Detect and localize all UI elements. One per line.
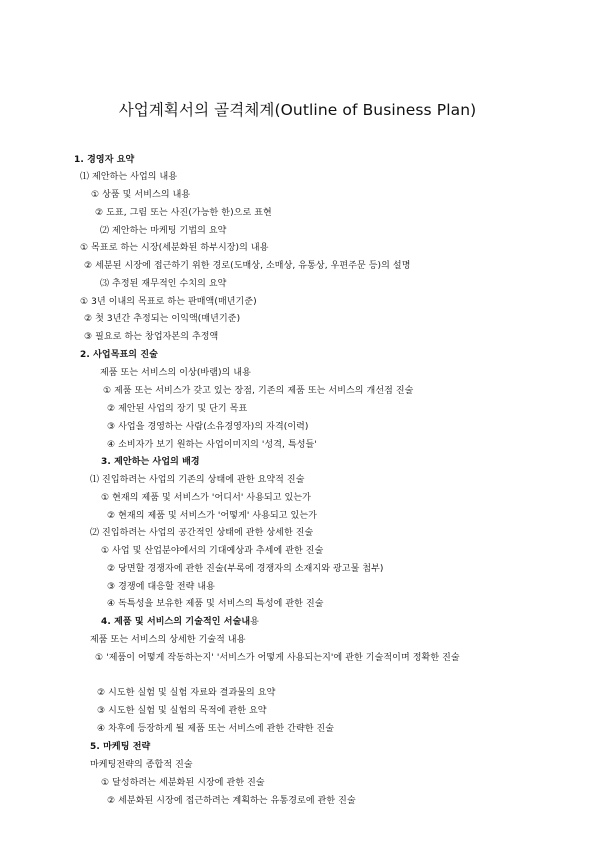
outline-item: ⑶ 추정된 재무적인 수치의 요약 [100,279,227,289]
outline-item: ③ 경쟁에 대응할 전략 내용 [107,582,215,592]
section-heading-2: 2. 사업목표의 진술 [80,350,158,360]
outline-item: ② 첫 3년간 추정되는 이익액(매년기준) [84,314,241,324]
outline-item: ③ 사업을 경영하는 사람(소유경영자)의 자격(이력) [107,422,309,432]
outline-item: ⑴ 진입하려는 사업의 기존의 상태에 관한 요약적 진술 [90,475,305,485]
outline-item: ④ 독특성을 보유한 제품 및 서비스의 특성에 관한 진술 [107,599,324,609]
outline-item: 제품 또는 서비스의 이상(바램)의 내용 [100,368,251,378]
outline-item: ① 달성하려는 세분화된 시장에 관한 진술 [101,778,265,788]
outline-item: ① '제품이 어떻게 작동하는지' '서비스가 어떻게 사용되는지'에 관한 기술적이며 정확한 진술 [95,653,460,663]
outline-item: ③ 필요로 하는 창업자본의 추정액 [84,332,219,342]
outline-item: ② 도표, 그림 또는 사진(가능한 한)으로 표현 [95,208,272,218]
outline-item: ① 제품 또는 서비스가 갖고 있는 장점, 기존의 제품 또는 서비스의 개선점 진술 [103,386,414,396]
outline-item: ③ 시도한 실험 및 실험의 목적에 관한 요약 [97,706,267,716]
outline-item: ① 목표로 하는 시장(세분화된 하부시장)의 내용 [80,243,269,253]
page-title: 사업계획서의 골격체계(Outline of Business Plan) [118,101,477,119]
section-heading-1: 1. 경영자 요약 [74,155,135,165]
outline-item: ⑵ 제안하는 마케팅 기법의 요약 [100,226,227,236]
outline-item: ① 상품 및 서비스의 내용 [91,190,191,200]
outline-item: ② 세분화된 시장에 접근하려는 계획하는 유통경로에 관한 진술 [107,796,356,806]
section-heading-4-tail: 용 [250,617,259,627]
outline-item: 마케팅전략의 종합적 진술 [90,760,193,770]
outline-item: ② 시도한 실험 및 실험 자료와 결과물의 요약 [97,688,276,698]
outline-item: ② 당면할 경쟁자에 관한 진술(부록에 경쟁자의 소재지와 광고물 첨부) [107,564,384,574]
outline-item: ① 3년 이내의 목표로 하는 판매액(매년기준) [80,297,257,307]
section-heading-4 [101,617,259,628]
outline-item: ① 사업 및 산업분야에서의 기대예상과 추세에 관한 진술 [101,546,324,556]
outline-item: ④ 차후에 등장하게 될 제품 또는 서비스에 관한 간략한 진술 [97,724,335,734]
section-heading-4-bold: 4. 제품 및 서비스의 기술적인 서술내 [101,617,251,627]
outline-item: 제품 또는 서비스의 상세한 기술적 내용 [90,635,246,645]
outline-item: ② 현재의 제품 및 서비스가 '어떻게' 사용되고 있는가 [107,511,317,521]
outline-item: ② 제안된 사업의 장기 및 단기 목표 [107,404,248,414]
outline-item: ② 세분된 시장에 접근하기 위한 경로(도매상, 소매상, 유통상, 우편주문 등)의 설명 [84,261,411,271]
outline-item: ⑴ 제안하는 사업의 내용 [80,172,178,182]
outline-item: ⑵ 진입하려는 사업의 공간적인 상태에 관한 상세한 진술 [90,528,314,538]
section-heading-3: 3. 제안하는 사업의 배경 [101,457,200,467]
outline-item: ① 현재의 제품 및 서비스가 '어디서' 사용되고 있는가 [101,493,311,503]
outline-item: ④ 소비자가 보기 원하는 사업이미지의 '성격, 특성들' [107,440,317,450]
section-heading-5: 5. 마케팅 전략 [90,742,151,752]
